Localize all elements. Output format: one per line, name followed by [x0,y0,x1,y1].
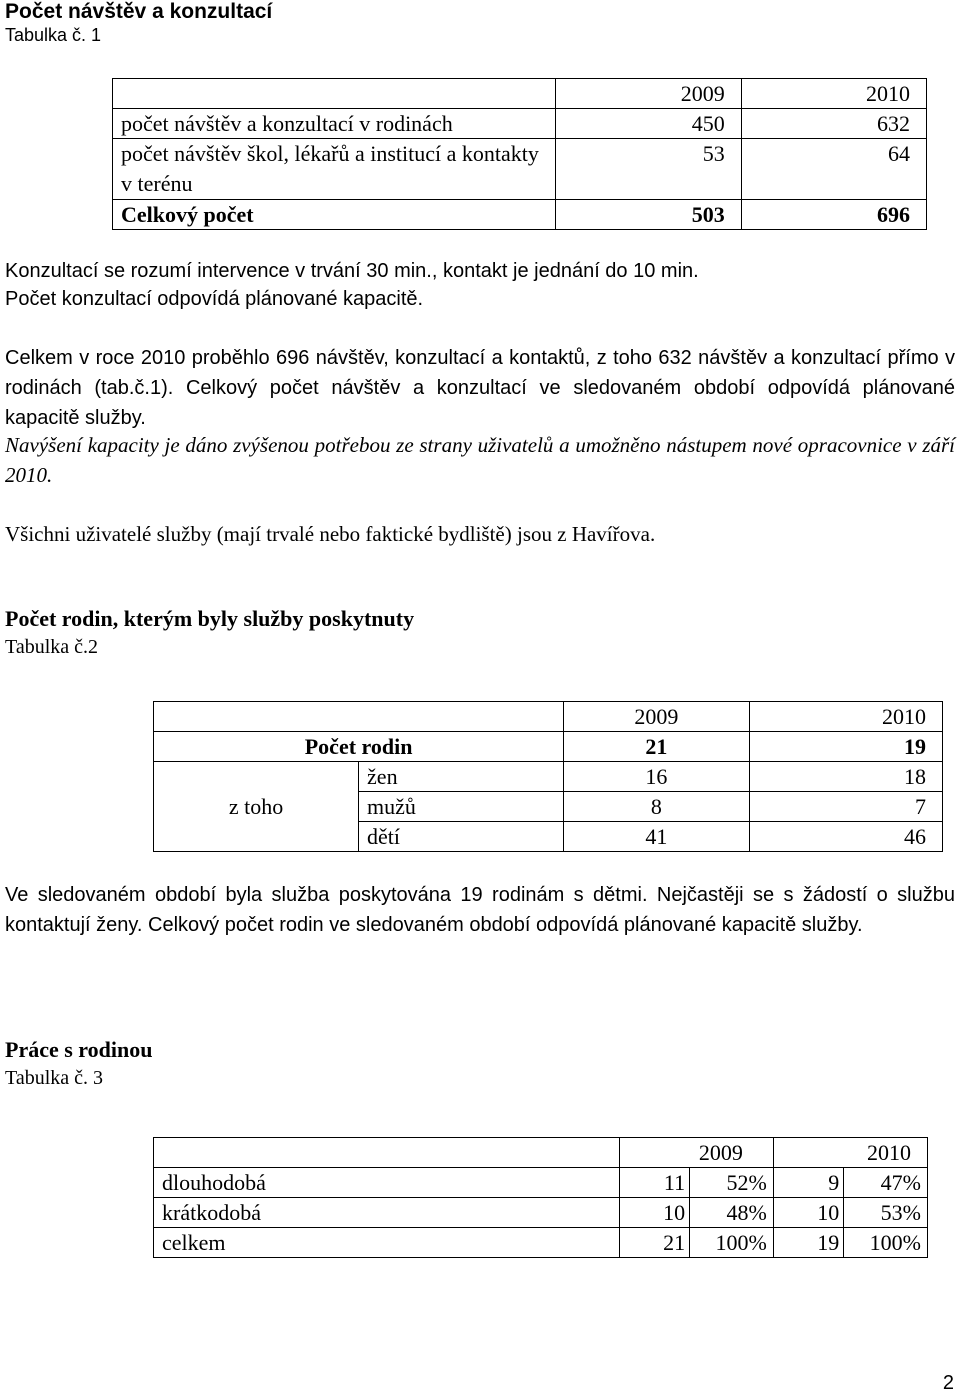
table-2 [153,701,943,852]
table-cell: 632 [741,109,926,139]
paragraph-italic-text: Navýšení kapacity je dáno zvýšenou potřebou ze strany uživatelů a umožněno nástupem nové opracovnice v září 2010. [5,433,955,487]
table-row [154,702,943,732]
table-row-label: Počet rodin [154,732,564,762]
table-cell [154,702,564,732]
table-cell: 52% [690,1168,774,1198]
table-cell: 11 [619,1168,689,1198]
table-header-cell: 2010 [749,702,942,732]
table-2-caption: Tabulka č.2 [5,636,99,658]
table-group-label: z toho [154,762,359,852]
section-2-heading: Počet rodin, kterým byly služby poskytnuty [5,606,415,631]
table-cell: 53 [556,139,741,200]
paragraph-users: Všichni uživatelé služby (mají trvalé nebo faktické bydliště) jsou z Havířova. [5,522,656,546]
paragraph-capacity-note [5,430,955,490]
paragraph-line: Konzultací se rozumí intervence v trvání 30 min., kontakt je jednání do 10 min. [5,260,699,282]
table-header-cell: 2009 [556,79,741,109]
table-row [113,139,927,200]
table-cell: 16 [564,762,749,792]
table-row [113,109,927,139]
table-row [154,1228,928,1258]
table-cell: 21 [619,1228,689,1258]
table-cell: 41 [564,822,749,852]
table-cell: 696 [741,200,926,230]
table-row-label: Celkový počet [113,200,556,230]
table-cell: 64 [741,139,926,200]
table-row-label: celkem [154,1228,620,1258]
table-cell [113,79,556,109]
table-row-label: krátkodobá [154,1198,620,1228]
table-cell: 19 [749,732,942,762]
table-row [154,732,943,762]
table-row-label: počet návštěv škol, lékařů a institucí a kontakty v terénu [113,139,556,200]
table-row-label: dětí [359,822,564,852]
table-row [154,1138,928,1168]
table-1 [112,78,927,230]
table-cell: 8 [564,792,749,822]
page-number: 2 [942,1372,954,1394]
table-cell: 450 [556,109,741,139]
table-row-label: počet návštěv a konzultací v rodinách [113,109,556,139]
table-cell: 503 [556,200,741,230]
table-header-cell: 2010 [773,1138,927,1168]
table-cell: 21 [564,732,749,762]
table-row [113,79,927,109]
section-1-heading: Počet návštěv a konzultací [5,0,273,23]
table-row [154,762,943,792]
paragraph-line: Počet konzultací odpovídá plánované kapacitě. [5,288,424,310]
paragraph-consultation-definition [5,256,955,314]
paragraph-text: Celkem v roce 2010 proběhlo 696 návštěv, konzultací a kontaktů, z toho 632 návštěv a konzultací přímo v rodinách (tab.č.1). [5,347,955,399]
table-header-cell: 2010 [741,79,926,109]
table-row-label: žen [359,762,564,792]
table-cell: 9 [773,1168,843,1198]
table-cell: 10 [619,1198,689,1228]
table-cell: 100% [690,1228,774,1258]
table-cell: 18 [749,762,942,792]
table-cell: 100% [844,1228,928,1258]
table-row-label: dlouhodobá [154,1168,620,1198]
table-header-cell: 2009 [619,1138,773,1168]
table-cell: 48% [690,1198,774,1228]
table-cell [154,1138,620,1168]
table-header-cell: 2009 [564,702,749,732]
table-cell: 53% [844,1198,928,1228]
section-3-heading: Práce s rodinou [5,1037,153,1062]
table-cell: 10 [773,1198,843,1228]
paragraph-families: Ve sledovaném období byla služba poskytována 19 rodinám s dětmi. Nejčastěji se s žádostí o službu kontaktují ženy. Celkový počet rodin ve sledovaném období odpovídá plánované kapacitě služby. [5,884,955,936]
table-cell: 19 [773,1228,843,1258]
table-1-caption: Tabulka č. 1 [5,25,102,45]
paragraph-text: Celkový počet návštěv a konzultací ve sledovaném období odpovídá plánované kapacitě služby. [5,377,955,429]
table-3-caption: Tabulka č. 3 [5,1067,104,1089]
table-row [113,200,927,230]
table-row [154,1198,928,1228]
table-cell: 47% [844,1168,928,1198]
table-row-label: mužů [359,792,564,822]
table-3 [153,1137,928,1258]
paragraph-summary [5,343,955,433]
table-row [154,1168,928,1198]
table-cell: 46 [749,822,942,852]
table-cell: 7 [749,792,942,822]
